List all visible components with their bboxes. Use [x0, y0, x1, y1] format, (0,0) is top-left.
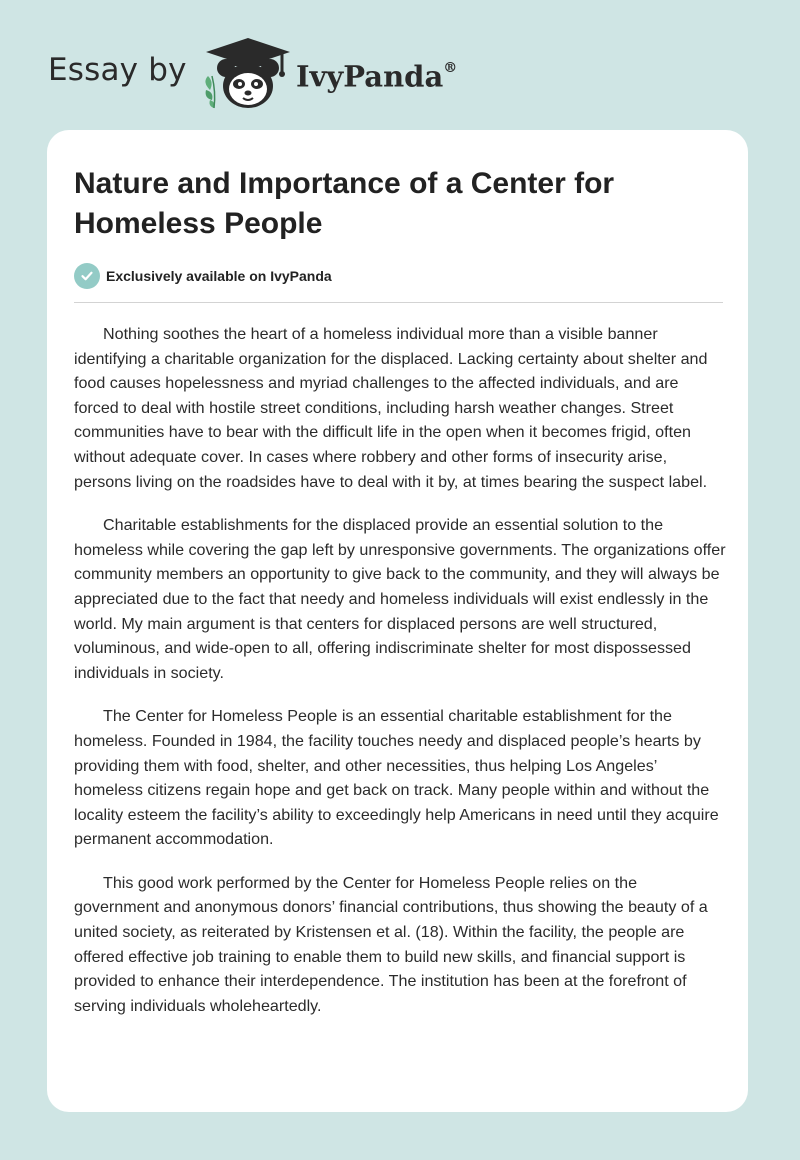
brand-name[interactable] [296, 52, 457, 97]
check-icon [74, 263, 100, 289]
essay-body [74, 322, 726, 1037]
divider [74, 302, 723, 303]
paragraph-2: Charitable establishments for the displaced provide an essential solution to the homeless while covering the gap left by unresponsive governments. The organizations offer community members an opportunity to give back to the community, and they will always be appreciated due to the fact that needy and homeless individuals will exist endlessly in the world. My main argument is that centers for displaced persons are well structured, voluminous, and wide-open to all, offering indiscriminate shelter for most dispossessed individuals in society. [74, 516, 726, 682]
header [0, 0, 800, 120]
essay-by-label: Essay by [48, 52, 187, 88]
brand-label: IvyPanda [296, 59, 444, 94]
exclusive-badge-label: Exclusively available on IvyPanda [106, 268, 332, 284]
paragraph-3: The Center for Homeless People is an essential charitable establishment for the homeless. Founded in 1984, the facility touches needy and displaced people’s hearts by providing them with food, shelter, and other necessities, thus helping Los Angeles’ homeless citizens regain hope and get back on track. Many people within and without the locality esteem the facility’s ability to exceedingly help Americans in need until they acquire permanent accommodation. [74, 707, 719, 849]
panda-logo-icon[interactable] [200, 36, 296, 110]
paragraph-1: Nothing soothes the heart of a homeless individual more than a visible banner identifying a charitable organization for the displaced. Lacking certainty about shelter and food causes hopelessness and myriad challenges to the affected individuals, and are forced to deal with hostile street conditions, including harsh weather changes. Street communities have to bear with the difficult life in the open when it becomes frigid, often without adequate cover. In cases where robbery and other forms of insecurity arise, persons living on the roadsides have to deal with it by, at times bearing the suspect label. [74, 325, 708, 491]
exclusive-badge [74, 263, 332, 289]
essay-title: Nature and Importance of a Center for Homeless People [74, 167, 615, 240]
paragraph-4: This good work performed by the Center for Homeless People relies on the government and anonymous donors’ financial contributions, thus showing the beauty of a united society, as reiterated by Kristensen et al. (18). Within the facility, the people are offered effective job training to enable them to build new skills, and financial support is provided to enhance their interdependence. The institution has been at the forefront of serving individuals wholeheartedly. [74, 873, 708, 1015]
essay-card [47, 130, 748, 1112]
registered-mark: ® [443, 60, 458, 76]
